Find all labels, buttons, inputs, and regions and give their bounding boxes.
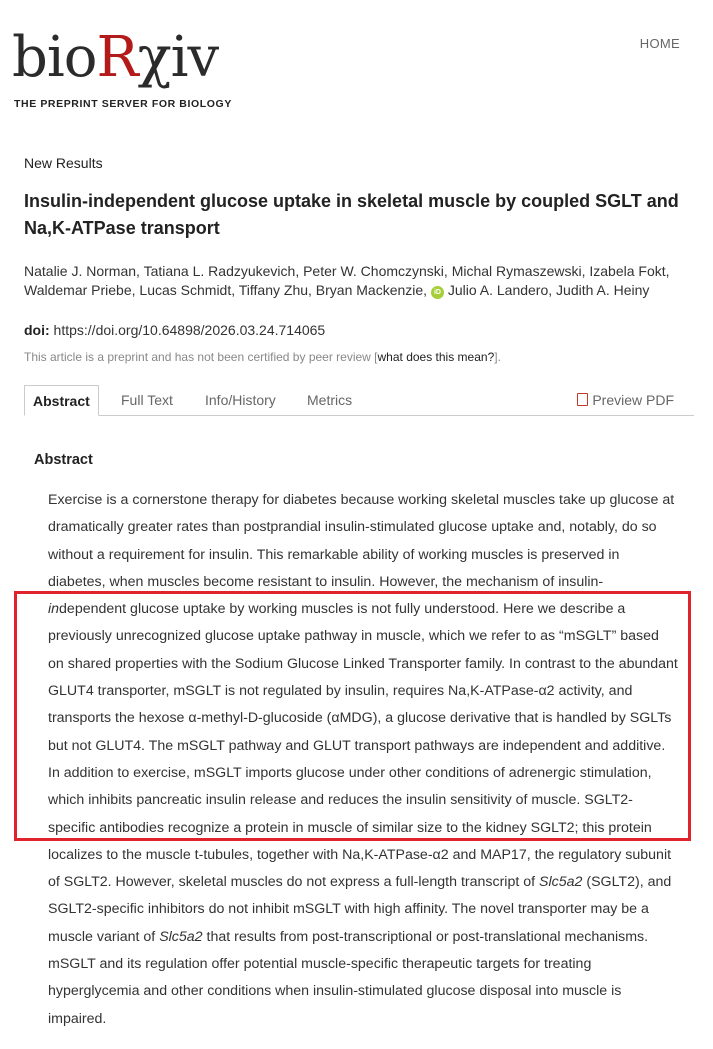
abstract-part: Exercise is a cornerstone therapy for diabetes because working skeletal muscles take up glucose at dramatically greater rates than postprandial insulin-stimulated glucose uptake and, notably, do so without a requirement for insulin. This remarkable ability of working muscles is preserved in diabetes, when muscles become resistant to insulin. However, the mechanism of insulin- (48, 492, 675, 590)
abstract-part: dependent glucose uptake by working muscles is not fully understood. Here we describe a previously unrecognized glucose uptake pathway in muscle, which we refer to as “mSGLT” based on shared properties with the Sodium Glucose Linked Transporter family. In contrast to the abundant GLUT4 transporter, mSGLT is not regulated by insulin, requires Na,K-ATPase-α2 activity, and transports the hexose α-methyl-D-glucoside (αMDG), a glucose derivative that is handled by SGLTs but not GLUT4. The mSGLT pathway and GLUT transport pathways are independent and additive. In addition to exercise, mSGLT imports glucose under other conditions of adrenergic stimulation, which inhibits pancreatic insulin release and reduces the insulin sensitivity of muscle. SGLT2-specific antibodies recognize a protein in muscle of similar size to the kidney SGLT2; this protein localizes to the muscle t-tubules, together with Na,K-ATPase-α2 and MAP17, the regulatory subunit of SGLT2. However, skeletal muscles do not express a full-length transcript of (48, 601, 678, 891)
article-section: New Results (24, 155, 103, 171)
gene-name: Slc5a2 (159, 928, 203, 945)
doi-link[interactable]: https://doi.org/10.64898/2026.03.24.714065 (49, 322, 326, 338)
tab-abstract[interactable]: Abstract (24, 385, 99, 416)
authors-text-2: Julio A. Landero, Judith A. Heiny (443, 282, 650, 298)
logo-prefix: bio (12, 25, 97, 90)
preview-pdf-label: Preview PDF (592, 392, 674, 408)
abstract-italic: in (48, 601, 60, 618)
tab-full-text[interactable]: Full Text (121, 392, 173, 408)
doi-line (24, 322, 325, 338)
abstract-heading: Abstract (34, 452, 93, 468)
authors-text: Natalie J. Norman, Tatiana L. Radzyukevich, Peter W. Chomczynski, Michal Rymaszewski, Izabela Fokt, Waldemar Priebe, Lucas Schmidt, Tiffany Zhu, Bryan Mackenzie, (24, 263, 670, 298)
tab-metrics[interactable]: Metrics (307, 392, 353, 408)
logo-wordmark (12, 25, 219, 90)
gene-name: Slc5a2 (539, 874, 583, 891)
tab-info-history[interactable]: Info/History (205, 392, 276, 408)
orcid-icon[interactable]: iD (431, 286, 444, 299)
article-title: Insulin-independent glucose uptake in skeletal muscle by coupled SGLT and Na,K-ATPase transport (24, 191, 679, 238)
disclaimer-text: This article is a preprint and has not been certified by peer review [ (24, 350, 378, 364)
disclaimer-end: ]. (494, 350, 501, 364)
pdf-icon (577, 393, 588, 406)
logo-r: R (96, 25, 138, 90)
preview-pdf-button[interactable] (577, 385, 674, 415)
logo-suffix: χiv (137, 25, 219, 90)
logo-tagline: THE PREPRINT SERVER FOR BIOLOGY (14, 98, 232, 110)
abstract-part: (SGLT2), and SGLT2-specific inhibitors do not inhibit mSGLT with high affinity. The novel transporter may be a muscle variant of (48, 874, 672, 945)
peer-review-disclaimer (24, 350, 501, 364)
author-list (24, 262, 684, 300)
abstract-part: that results from post-transcriptional or post-translational mechanisms. mSGLT and its regulation offer potential muscle-specific therapeutic targets for treating hyperglycemia and other conditions when insulin-stimulated glucose disposal into muscle is impaired. (48, 928, 649, 1027)
article-tabs (24, 385, 694, 416)
biorxiv-logo[interactable] (12, 25, 219, 90)
home-link[interactable]: HOME (639, 36, 680, 51)
what-does-this-mean-link[interactable]: what does this mean? (377, 350, 495, 364)
abstract-text (48, 487, 678, 1033)
doi-label: doi: (24, 322, 50, 338)
